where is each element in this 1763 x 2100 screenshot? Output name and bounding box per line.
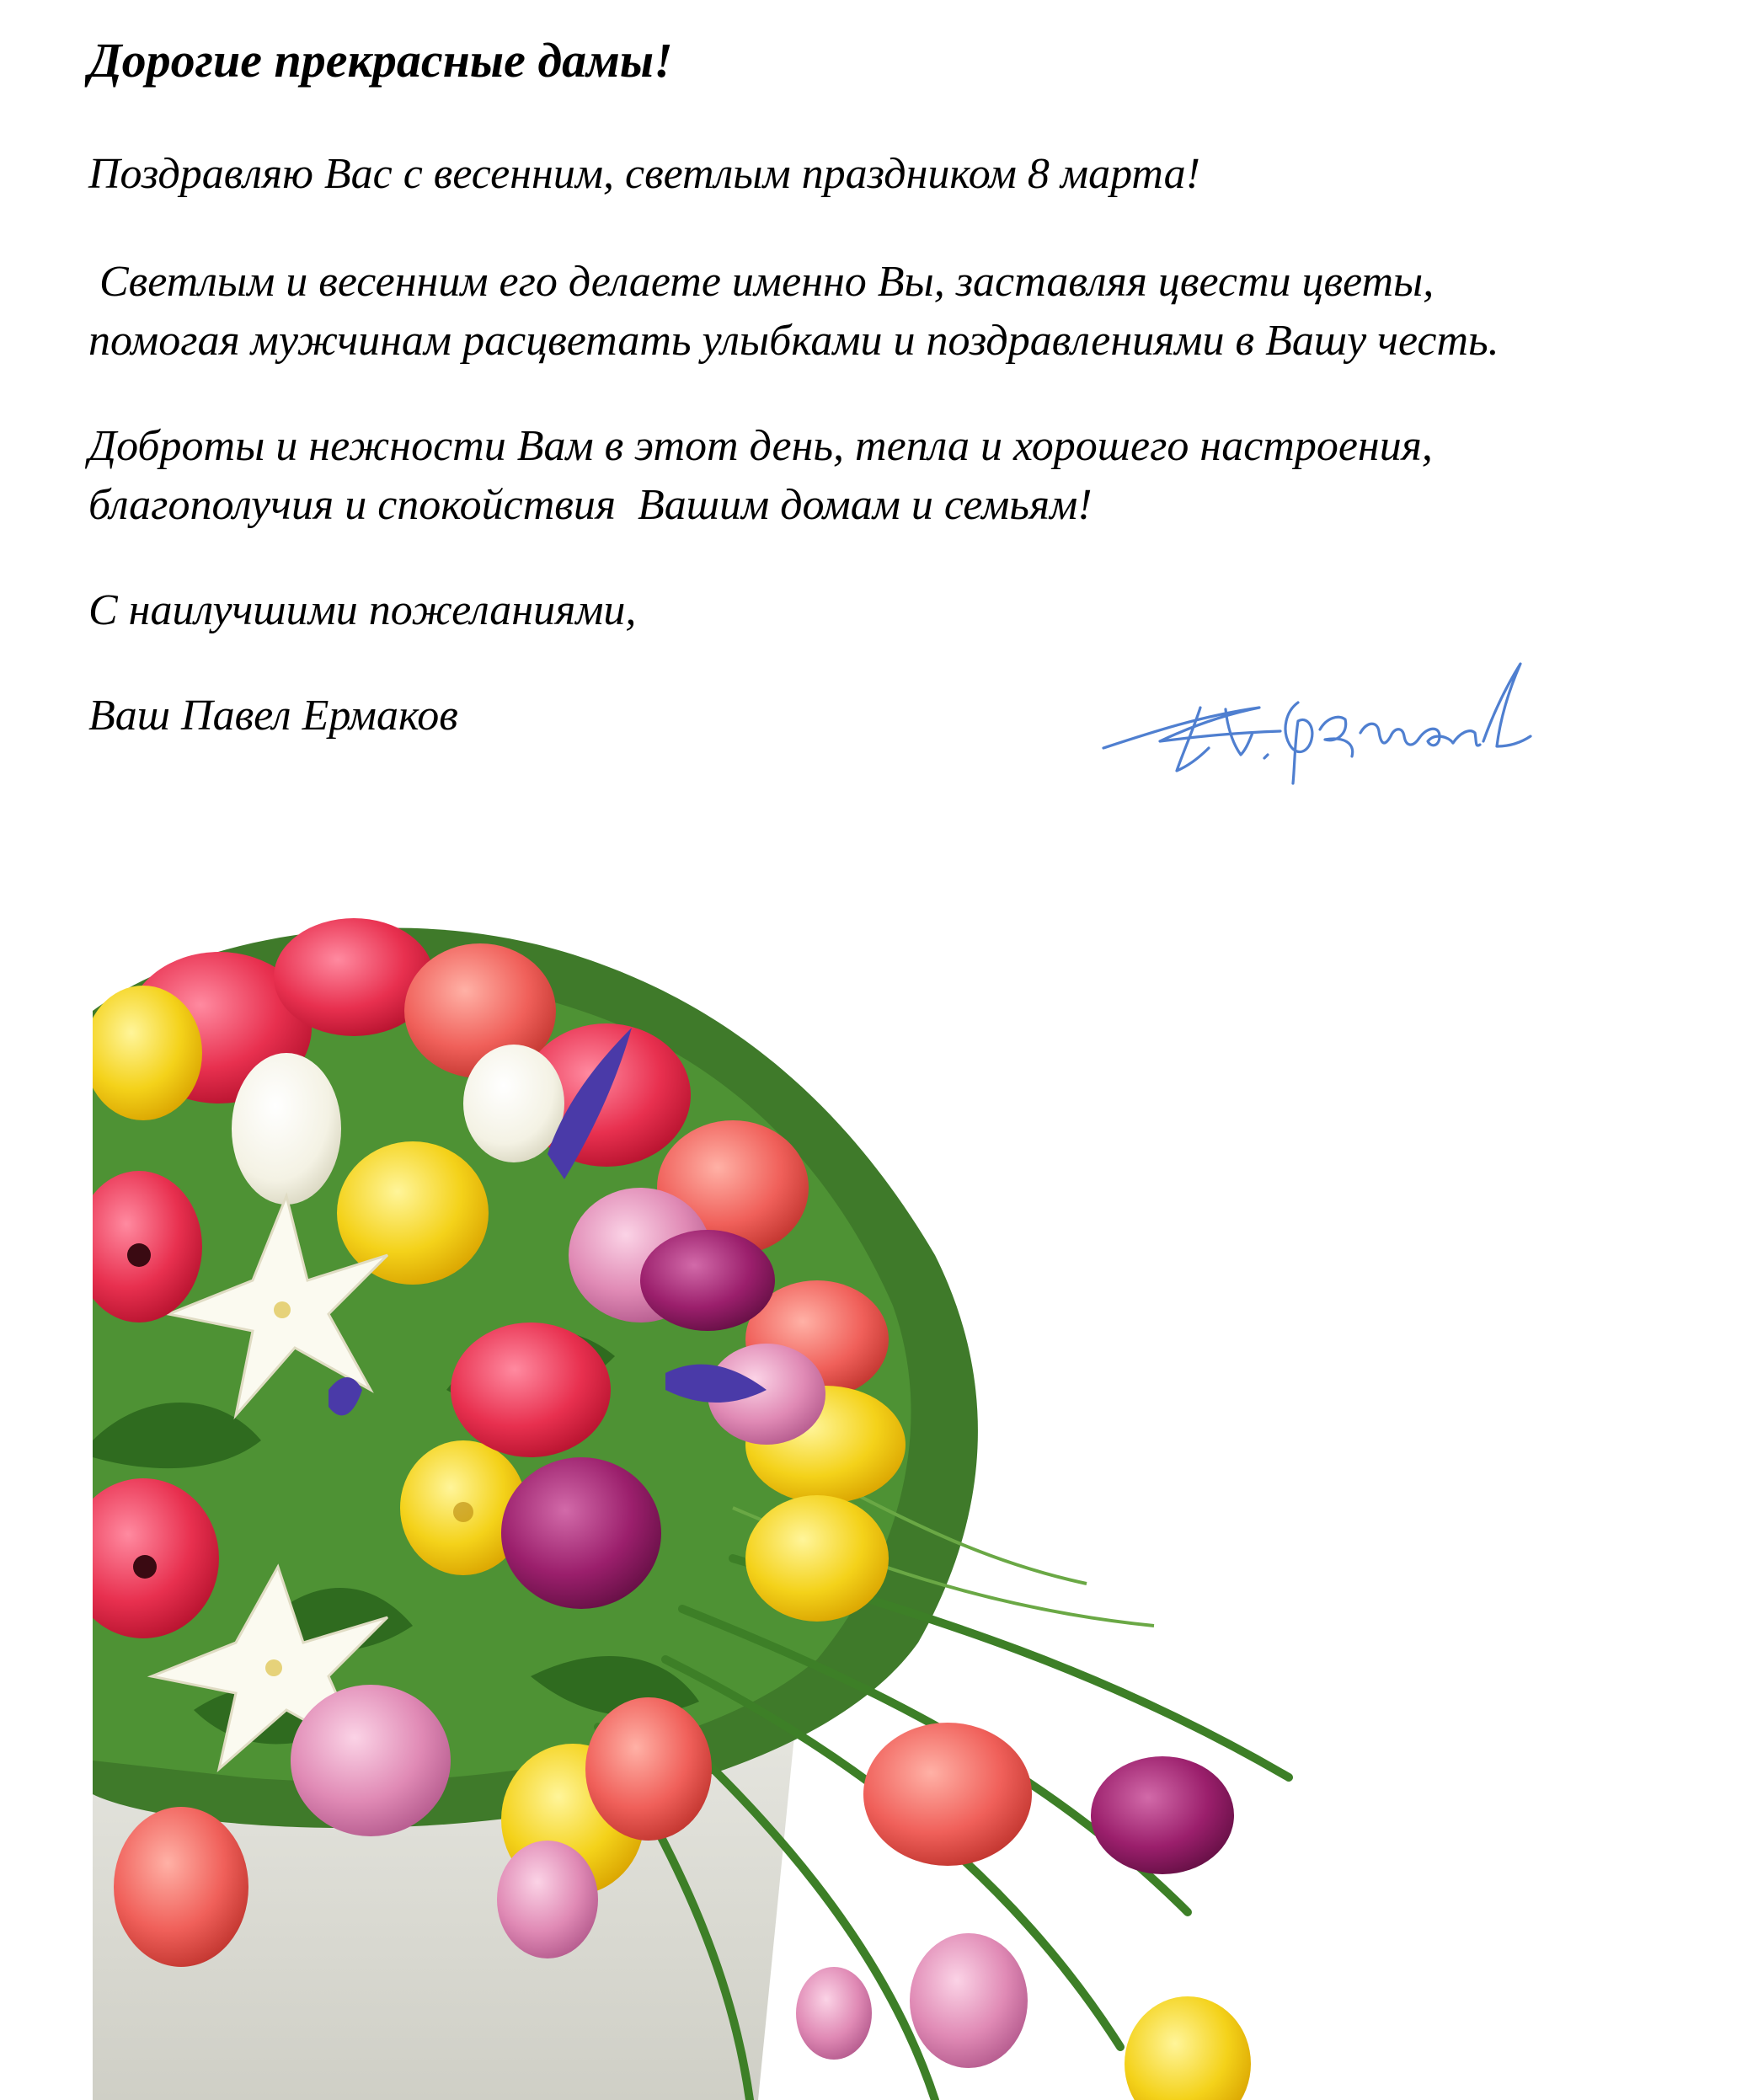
paragraph-wishes-line-2: благополучия и спокойствия Вашим домам и семьям!: [88, 481, 1093, 529]
handwritten-signature: [1099, 649, 1537, 800]
paragraph-congratulation: Поздравляю Вас с весенним, светлым праздником 8 марта!: [88, 150, 1200, 198]
paragraph-spring-line-1: Светлым и весенним его делаете именно Вы, заставляя цвести цветы,: [88, 258, 1434, 306]
paragraph-wishes-line-1: Доброты и нежности Вам в этот день, тепла и хорошего настроения,: [88, 422, 1433, 470]
signoff-name: Ваш Павел Ермаков: [88, 692, 458, 740]
closing-line: С наилучшими пожеланиями,: [88, 586, 637, 634]
paragraph-spring-line-2: помогая мужчинам расцветать улыбками и поздравлениями в Вашу честь.: [88, 317, 1499, 365]
paragraph-wishes: [88, 417, 1433, 535]
paragraph-spring: [88, 253, 1499, 371]
greeting-heading: Дорогие прекрасные дамы!: [88, 33, 673, 88]
bouquet-illustration: [93, 918, 1339, 2100]
